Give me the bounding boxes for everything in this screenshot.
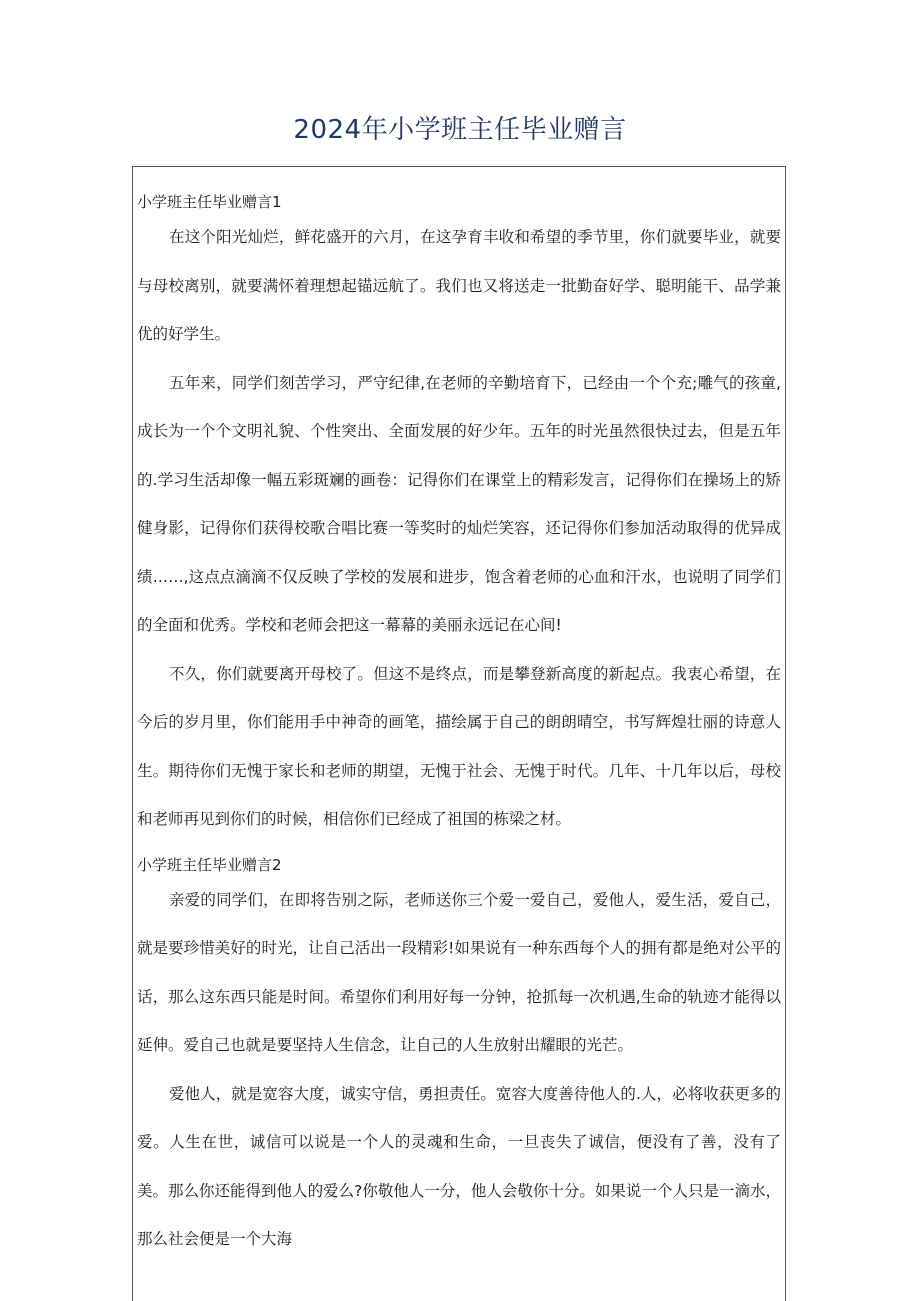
paragraph: 五年来，同学们刻苦学习，严守纪律,在老师的辛勤培育下，已经由一个个充;雕气的孩童,成长为一个个文明礼貌、个性突出、全面发展的好少年。五年的时光虽然很快过去，但是五年的.学习生活却像一幅五彩斑斓的画卷：记得你们在课堂上的精彩发言，记得你们在操场上的矫健身影，记得你们获得校歌合唱比赛一等奖时的灿烂笑容，还记得你们参加活动取得的优异成绩……,这点点滴滴不仅反映了学校的发展和进步，饱含着老师的心血和汗水，也说明了同学们的全面和优秀。学校和老师会把这一幕幕的美丽永远记在心间! <box>137 373 781 634</box>
paragraph: 不久，你们就要离开母校了。但这不是终点，而是攀登新高度的新起点。我衷心希望，在今后的岁月里，你们能用手中神奇的画笔，描绘属于自己的朗朗晴空，书写辉煌壮丽的诗意人生。期待你们无愧于家长和老师的期望，无愧于社会、无愧于时代。几年、十几年以后，母校和老师再见到你们的时候，相信你们已经成了祖国的栋梁之材。 <box>137 664 781 828</box>
section-heading: 小学班主任毕业赠言1 <box>137 193 282 211</box>
section-2 <box>137 854 781 1264</box>
paragraph: 亲爱的同学们，在即将告别之际，老师送你三个爱一爱自己，爱他人，爱生活，爱自己，就是要珍惜美好的时光，让自己活出一段精彩!如果说有一种东西每个人的拥有都是绝对公平的话，那么这东西只能是时间。希望你们利用好每一分钟，抢抓每一次机遇,生命的轨迹才能得以延伸。爱自己也就是要坚持人生信念，让自己的人生放射出耀眼的光芒。 <box>137 890 781 1054</box>
paragraph: 在这个阳光灿烂，鲜花盛开的六月，在这孕育丰收和希望的季节里，你们就要毕业，就要与母校离别，就要满怀着理想起锚远航了。我们也又将送走一批勤奋好学、聪明能干、品学兼优的好学生。 <box>137 228 781 343</box>
document-body <box>133 167 785 1264</box>
content-frame <box>132 166 786 1301</box>
section-heading: 小学班主任毕业赠言2 <box>137 855 282 874</box>
paragraph: 爱他人，就是宽容大度，诚实守信，勇担责任。宽容大度善待他人的.人，必将收获更多的爱。人生在世，诚信可以说是一个人的灵魂和生命，一旦丧失了诚信，便没有了善，没有了美。那么你还能得到他人的爱么?你敬他人一分，他人会敬你十分。如果说一个人只是一滴水，那么社会便是一个大海 <box>137 1084 781 1248</box>
document-title: 2024年小学班主任毕业赠言 <box>293 115 627 145</box>
section-1 <box>137 191 781 844</box>
